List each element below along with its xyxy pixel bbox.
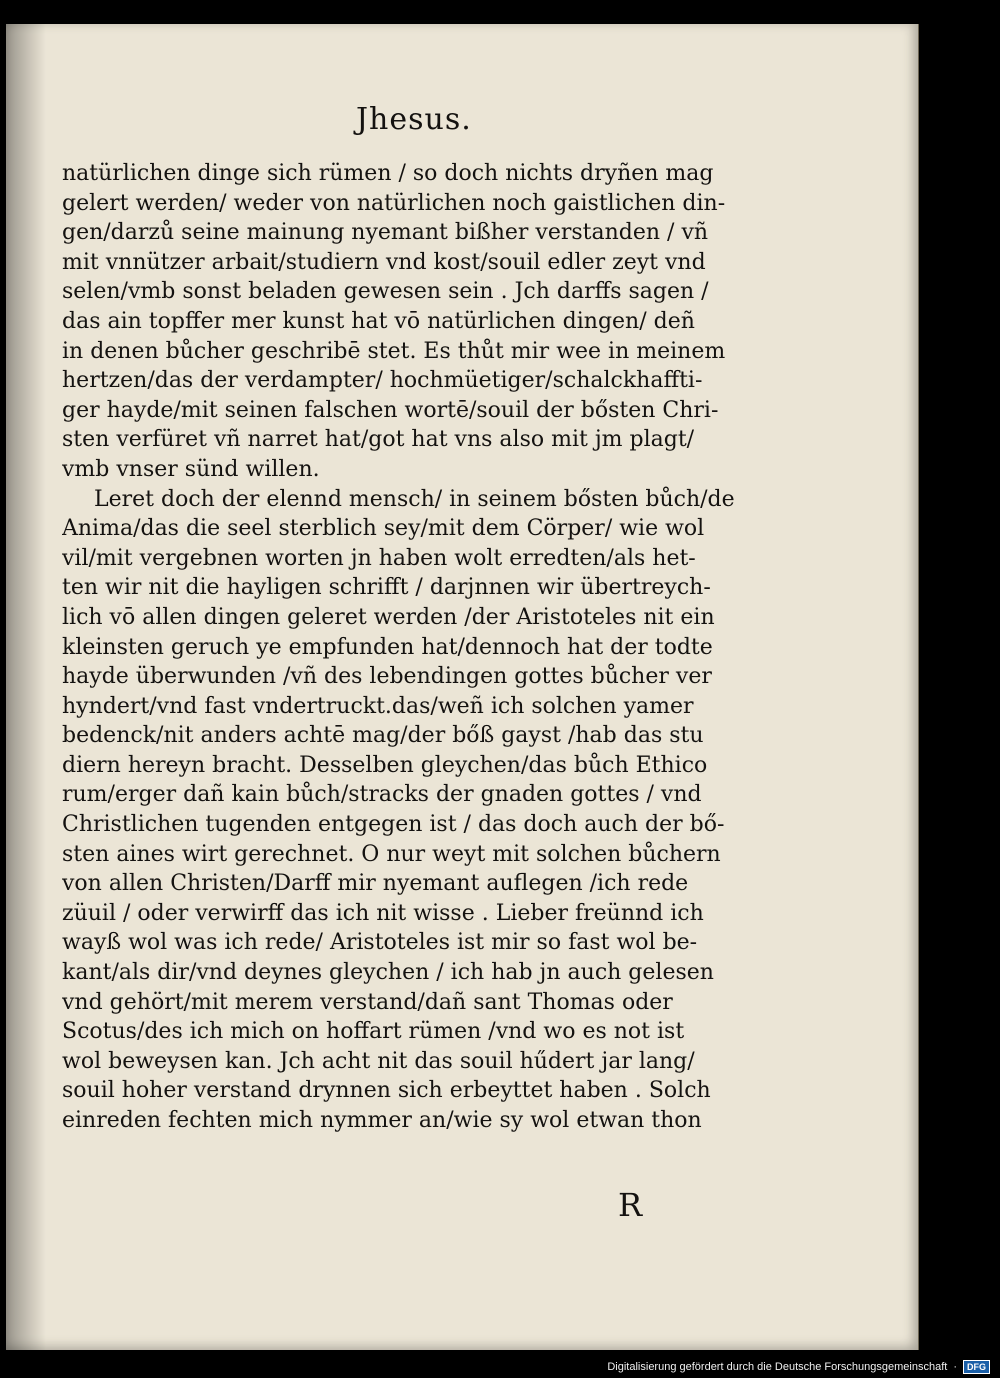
text-line: ten wir nit die hayligen schrifft / darjnnen wir übertreych- <box>62 575 711 601</box>
text-line: gen/darzů seine mainung nyemant bißher verstanden / vñ <box>62 220 709 246</box>
text-line: gelert werden/ weder von natürlichen noch gaistlichen din- <box>62 190 726 216</box>
text-line: diern hereyn bracht. Desselben gleychen/das bůch Ethico <box>62 752 708 778</box>
running-header: Jhesus. <box>356 102 472 137</box>
text-line: Leret doch der elennd mensch/ in seinem bősten bůch/de <box>94 486 735 512</box>
text-line: sten aines wirt gerechnet. O nur weyt mit solchen bůchern <box>62 841 721 867</box>
text-line: vil/mit vergebnen worten jn haben wolt erredten/als het- <box>62 545 696 571</box>
text-line: ger hayde/mit seinen falschen wortē/souil der bősten Chri- <box>62 397 719 423</box>
body-text <box>62 159 752 1136</box>
footer <box>607 1360 990 1374</box>
text-line: Scotus/des ich mich on hoffart rümen /vnd wo es not ist <box>62 1019 685 1045</box>
dfg-logo: DFG <box>963 1360 990 1374</box>
text-line: mit vnnützer arbait/studiern vnd kost/souil edler zeyt vnd <box>62 249 706 275</box>
book-page <box>6 24 919 1350</box>
text-line: hayde überwunden /vñ des lebendingen gottes bůcher ver <box>62 664 712 690</box>
text-line: züuil / oder verwirff das ich nit wisse . Lieber freünnd ich <box>62 900 704 926</box>
text-line: lich vō allen dingen geleret werden /der Aristoteles nit ein <box>62 604 715 630</box>
text-line: rum/erger dañ kain bůch/stracks der gnaden gottes / vnd <box>62 782 702 808</box>
text-line: hyndert/vnd fast vndertruckt.das/weñ ich solchen yamer <box>62 693 694 719</box>
text-line: einreden fechten mich nymmer an/wie sy wol etwan thon <box>62 1108 702 1133</box>
footer-credit: Digitalisierung gefördert durch die Deutsche Forschungsgemeinschaft <box>607 1361 948 1373</box>
text-line: vmb vnser sünd willen. <box>62 456 320 482</box>
text-line: in denen bůcher geschribē stet. Es thůt mir wee in meinem <box>62 338 726 364</box>
footer-separator: · <box>953 1361 957 1373</box>
text-line: kleinsten geruch ye empfunden hat/dennoch hat der todte <box>62 634 713 660</box>
text-line: natürlichen dinge sich rümen / so doch nichts dryñen mag <box>62 161 714 186</box>
text-line: wayß wol was ich rede/ Aristoteles ist mir so fast wol be- <box>62 930 698 956</box>
text-line: vnd gehört/mit merem verstand/dañ sant Thomas oder <box>62 989 673 1015</box>
text-line: wol beweysen kan. Jch acht nit das souil hűdert jar lang/ <box>62 1048 695 1074</box>
text-line: selen/vmb sonst beladen gewesen sein . Jch darffs sagen / <box>62 279 709 305</box>
signature-mark: R <box>618 1186 643 1224</box>
text-line: von allen Christen/Darff mir nyemant auflegen /ich rede <box>62 871 689 897</box>
text-line: hertzen/das der verdampter/ hochmüetiger/schalckhaffti- <box>62 368 703 394</box>
text-line: souil hoher verstand drynnen sich erbeyttet haben . Solch <box>62 1078 711 1104</box>
text-line: bedenck/nit anders achtē mag/der bőß gayst /hab das stu <box>62 723 704 749</box>
text-line: Anima/das die seel sterblich sey/mit dem Cörper/ wie wol <box>62 516 705 542</box>
text-line: sten verfüret vñ narret hat/got hat vns also mit jm plagt/ <box>62 427 695 453</box>
text-line: Christlichen tugenden entgegen ist / das doch auch der bő- <box>62 812 725 838</box>
text-line: das ain topffer mer kunst hat vō natürlichen dingen/ deñ <box>62 308 695 334</box>
text-line: kant/als dir/vnd deynes gleychen / ich hab jn auch gelesen <box>62 960 714 986</box>
